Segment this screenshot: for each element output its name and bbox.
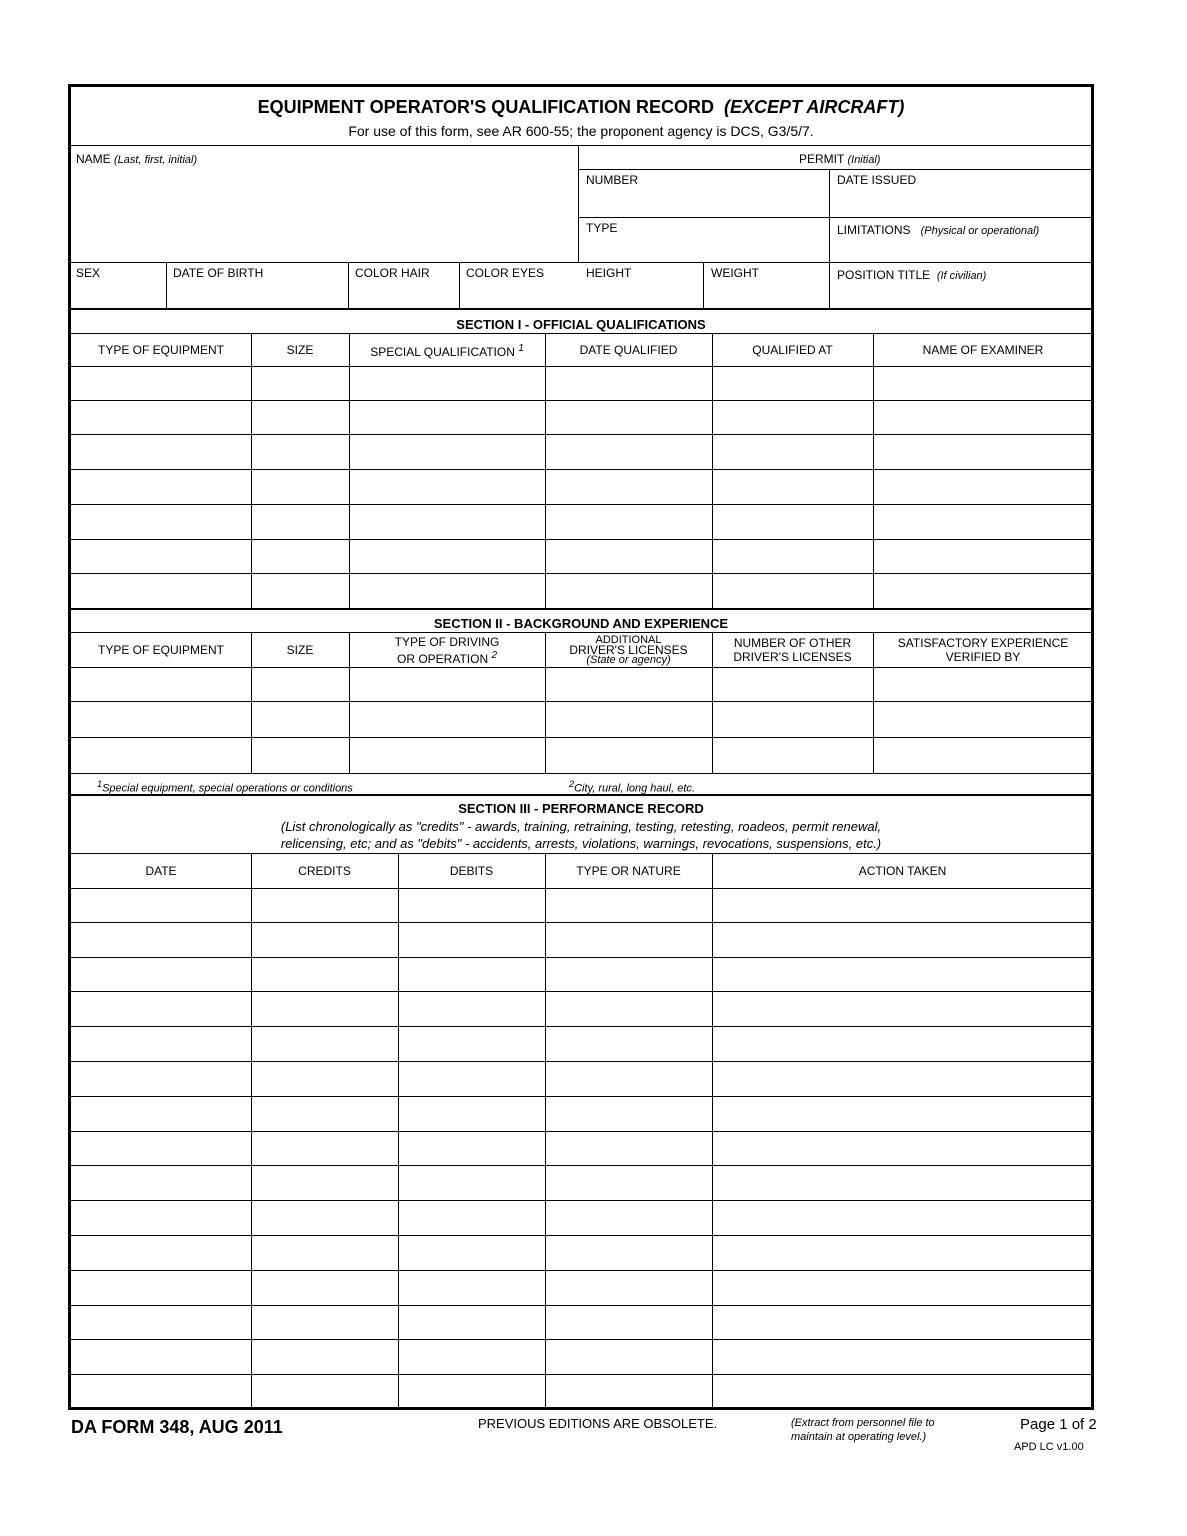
s2-cell[interactable] <box>712 738 873 773</box>
s3-cell[interactable] <box>398 958 545 993</box>
s1-cell[interactable] <box>873 435 1094 470</box>
version-label: APD LC v1.00 <box>1014 1441 1084 1453</box>
s3-cell[interactable] <box>398 1236 545 1271</box>
s3-header-action-taken: ACTION TAKEN <box>858 864 947 878</box>
divider <box>545 334 546 366</box>
page-indicator: Page 1 of 2 <box>1020 1416 1097 1433</box>
limitations-label: LIMITATIONS (Physical or operational) <box>837 223 1040 237</box>
s1-cell[interactable] <box>545 540 712 575</box>
s3-cell[interactable] <box>251 1166 398 1201</box>
s2-cell[interactable] <box>349 667 545 702</box>
divider <box>398 854 399 888</box>
s3-cell[interactable] <box>251 958 398 993</box>
s2-header-satisfactory: SATISFACTORY EXPERIENCE VERIFIED BY <box>897 636 1069 664</box>
weight-field[interactable] <box>704 281 829 308</box>
s3-row <box>71 888 1094 923</box>
s1-cell[interactable] <box>349 435 545 470</box>
divider <box>251 888 252 1410</box>
s3-cell[interactable] <box>545 1027 712 1062</box>
s3-row <box>71 1062 1094 1097</box>
s2-row <box>71 702 1094 737</box>
sex-field[interactable] <box>71 281 166 308</box>
s3-cell[interactable] <box>398 1062 545 1097</box>
s2-cell[interactable] <box>251 702 349 737</box>
divider <box>873 633 874 667</box>
s3-cell[interactable] <box>71 1375 251 1410</box>
position-title-label: POSITION TITLE (If civilian) <box>837 268 987 282</box>
s3-row <box>71 992 1094 1027</box>
s3-row <box>71 1201 1094 1236</box>
name-field[interactable] <box>71 167 578 262</box>
s3-row <box>71 1027 1094 1062</box>
s3-cell[interactable] <box>545 1236 712 1271</box>
s1-cell[interactable] <box>545 435 712 470</box>
form-title-main: EQUIPMENT OPERATOR'S QUALIFICATION RECORD <box>257 97 714 117</box>
s1-cell[interactable] <box>71 540 251 575</box>
divider <box>712 334 713 366</box>
section1-header-row <box>71 334 1091 366</box>
s2-cell[interactable] <box>349 738 545 773</box>
s1-header-examiner: NAME OF EXAMINER <box>922 343 1044 357</box>
s2-cell[interactable] <box>545 702 712 737</box>
footnote-1: $^1$Special equipment, special operations or conditions <box>97 779 353 795</box>
s2-header-size: SIZE <box>286 643 314 657</box>
s1-cell[interactable] <box>712 401 873 436</box>
s3-cell[interactable] <box>712 992 1094 1027</box>
divider <box>873 366 874 609</box>
divider <box>578 169 1091 170</box>
s1-cell[interactable] <box>545 470 712 505</box>
divider <box>349 633 350 667</box>
s3-cell[interactable] <box>712 888 1094 923</box>
section2-title: SECTION II - BACKGROUND AND EXPERIENCE <box>433 616 729 631</box>
s2-cell[interactable] <box>71 738 251 773</box>
s2-cell[interactable] <box>71 702 251 737</box>
dob-field[interactable] <box>167 281 348 308</box>
divider <box>71 794 1091 796</box>
divider <box>873 334 874 366</box>
permit-number-field[interactable] <box>579 187 829 217</box>
s3-cell[interactable] <box>545 1375 712 1410</box>
weight-label: WEIGHT <box>711 266 759 280</box>
s3-cell[interactable] <box>398 1271 545 1306</box>
s1-cell[interactable] <box>251 540 349 575</box>
s1-cell[interactable] <box>712 366 873 401</box>
s2-cell[interactable] <box>873 667 1094 702</box>
s3-cell[interactable] <box>71 888 251 923</box>
s3-cell[interactable] <box>398 1306 545 1341</box>
s2-cell[interactable] <box>71 667 251 702</box>
s3-cell[interactable] <box>398 992 545 1027</box>
s1-cell[interactable] <box>251 401 349 436</box>
s1-cell[interactable] <box>251 470 349 505</box>
form-title <box>71 97 1091 118</box>
s2-header-driving: TYPE OF DRIVING OR OPERATION $^2$ <box>394 634 500 666</box>
divider <box>71 773 1091 774</box>
divider <box>71 608 1091 610</box>
s1-cell[interactable] <box>873 505 1094 540</box>
s1-cell[interactable] <box>251 574 349 609</box>
s2-cell[interactable] <box>712 702 873 737</box>
s1-cell[interactable] <box>545 401 712 436</box>
s3-cell[interactable] <box>712 1375 1094 1410</box>
s3-cell[interactable] <box>398 1166 545 1201</box>
divider <box>545 854 546 888</box>
s1-cell[interactable] <box>712 435 873 470</box>
s3-cell[interactable] <box>545 1166 712 1201</box>
s2-row <box>71 738 1094 773</box>
limitations-field[interactable] <box>830 237 1094 262</box>
s3-row <box>71 1340 1094 1375</box>
section1-title: SECTION I - OFFICIAL QUALIFICATIONS <box>456 317 706 332</box>
name-label: NAME (Last, first, initial) <box>76 152 198 166</box>
s3-cell[interactable] <box>398 923 545 958</box>
s3-cell[interactable] <box>545 958 712 993</box>
divider <box>71 308 1091 310</box>
section2-header-row <box>71 633 1091 667</box>
s3-cell[interactable] <box>712 1271 1094 1306</box>
s3-cell[interactable] <box>545 1132 712 1167</box>
s1-row <box>71 540 1094 575</box>
divider <box>712 854 713 888</box>
section1-table <box>71 366 1094 609</box>
s1-cell[interactable] <box>349 401 545 436</box>
s3-cell[interactable] <box>251 1027 398 1062</box>
s3-cell[interactable] <box>712 1340 1094 1375</box>
s1-header-size: SIZE <box>286 343 314 357</box>
s2-header-number: NUMBER OF OTHER DRIVER'S LICENSES <box>733 636 852 664</box>
s3-cell[interactable] <box>545 1306 712 1341</box>
permit-type-field[interactable] <box>579 235 829 262</box>
s3-cell[interactable] <box>251 1271 398 1306</box>
s1-row <box>71 574 1094 609</box>
s1-cell[interactable] <box>251 366 349 401</box>
s3-cell[interactable] <box>251 888 398 923</box>
s3-cell[interactable] <box>398 1340 545 1375</box>
divider <box>545 667 546 773</box>
s3-cell[interactable] <box>545 1062 712 1097</box>
divider <box>251 854 252 888</box>
s1-row <box>71 435 1094 470</box>
s3-cell[interactable] <box>251 1201 398 1236</box>
sex-label: SEX <box>76 266 101 280</box>
position-title-field[interactable] <box>830 283 1094 308</box>
s3-cell[interactable] <box>712 958 1094 993</box>
s3-cell[interactable] <box>712 1097 1094 1132</box>
s2-cell[interactable] <box>873 738 1094 773</box>
s3-cell[interactable] <box>398 1132 545 1167</box>
s3-cell[interactable] <box>712 1166 1094 1201</box>
s3-cell[interactable] <box>712 1132 1094 1167</box>
s1-cell[interactable] <box>873 366 1094 401</box>
form-title-qualifier: (EXCEPT AIRCRAFT) <box>723 97 905 117</box>
s3-row <box>71 1375 1094 1410</box>
section3-instructions: (List chronologically as "credits" - awards, training, retraining, testing, retesting, roadeos, permit renewal, relicensing, etc; and as "debits" - accidents, arrests, violations, warnings, revocations, suspensions, etc.) <box>280 819 882 851</box>
s3-row <box>71 1097 1094 1132</box>
s1-cell[interactable] <box>873 401 1094 436</box>
s3-row <box>71 1166 1094 1201</box>
s2-cell[interactable] <box>712 667 873 702</box>
divider <box>251 633 252 667</box>
s3-cell[interactable] <box>398 1375 545 1410</box>
s3-row <box>71 958 1094 993</box>
s1-cell[interactable] <box>251 505 349 540</box>
s1-cell[interactable] <box>545 505 712 540</box>
divider <box>545 888 546 1410</box>
s1-cell[interactable] <box>349 540 545 575</box>
s3-cell[interactable] <box>251 1306 398 1341</box>
s3-cell[interactable] <box>712 1062 1094 1097</box>
s3-cell[interactable] <box>398 1027 545 1062</box>
s3-cell[interactable] <box>71 923 251 958</box>
s2-cell[interactable] <box>545 738 712 773</box>
height-label: HEIGHT <box>586 266 632 280</box>
section2-table <box>71 667 1094 773</box>
s2-row <box>71 667 1094 702</box>
s3-cell[interactable] <box>251 992 398 1027</box>
s3-cell[interactable] <box>71 1062 251 1097</box>
s3-cell[interactable] <box>71 1306 251 1341</box>
s3-cell[interactable] <box>251 1236 398 1271</box>
date-issued-field[interactable] <box>830 187 1094 217</box>
divider <box>712 366 713 609</box>
s1-cell[interactable] <box>712 540 873 575</box>
s3-row <box>71 1236 1094 1271</box>
s3-header-type-nature: TYPE OR NATURE <box>576 864 681 878</box>
divider <box>251 334 252 366</box>
s1-header-date-qualified: DATE QUALIFIED <box>579 343 678 357</box>
divider <box>398 888 399 1410</box>
s3-header-credits: CREDITS <box>298 864 351 878</box>
s1-cell[interactable] <box>71 366 251 401</box>
s3-cell[interactable] <box>251 1132 398 1167</box>
divider <box>349 667 350 773</box>
s3-cell[interactable] <box>251 1340 398 1375</box>
s3-header-date: DATE <box>145 864 177 878</box>
s3-cell[interactable] <box>545 923 712 958</box>
s1-header-type: TYPE OF EQUIPMENT <box>97 343 224 357</box>
s3-cell[interactable] <box>251 1062 398 1097</box>
s3-cell[interactable] <box>71 1271 251 1306</box>
s1-cell[interactable] <box>71 574 251 609</box>
s3-cell[interactable] <box>712 1027 1094 1062</box>
color-hair-label: COLOR HAIR <box>355 266 430 280</box>
s1-row <box>71 366 1094 401</box>
s2-cell[interactable] <box>251 667 349 702</box>
s3-cell[interactable] <box>71 1340 251 1375</box>
s3-header-debits: DEBITS <box>449 864 494 878</box>
divider <box>349 334 350 366</box>
divider <box>71 145 1091 146</box>
s3-cell[interactable] <box>71 1201 251 1236</box>
s1-cell[interactable] <box>712 505 873 540</box>
s1-cell[interactable] <box>545 366 712 401</box>
s3-cell[interactable] <box>712 1306 1094 1341</box>
s3-cell[interactable] <box>251 1375 398 1410</box>
s1-cell[interactable] <box>349 366 545 401</box>
height-field[interactable] <box>582 281 703 308</box>
s3-cell[interactable] <box>545 888 712 923</box>
s1-cell[interactable] <box>873 574 1094 609</box>
s2-header-additional: ADDITIONAL DRIVER'S LICENSES (State or agency) <box>569 634 688 666</box>
s2-cell[interactable] <box>545 667 712 702</box>
s3-cell[interactable] <box>71 958 251 993</box>
s3-row <box>71 1132 1094 1167</box>
s1-cell[interactable] <box>349 505 545 540</box>
divider <box>545 366 546 609</box>
divider <box>251 667 252 773</box>
divider <box>712 888 713 1410</box>
extract-note: (Extract from personnel file to maintain at operating level.) <box>791 1417 935 1443</box>
s1-header-qualified-at: QUALIFIED AT <box>752 343 833 357</box>
s3-cell[interactable] <box>398 1201 545 1236</box>
s3-cell[interactable] <box>71 1166 251 1201</box>
permit-type-label: TYPE <box>586 221 618 235</box>
divider <box>712 633 713 667</box>
form-border <box>68 84 1094 1410</box>
s3-cell[interactable] <box>71 992 251 1027</box>
s1-cell[interactable] <box>873 470 1094 505</box>
s3-row <box>71 1306 1094 1341</box>
s3-cell[interactable] <box>251 923 398 958</box>
s1-cell[interactable] <box>873 540 1094 575</box>
divider <box>873 667 874 773</box>
s3-cell[interactable] <box>712 1201 1094 1236</box>
s3-cell[interactable] <box>71 1097 251 1132</box>
section3-title: SECTION III - PERFORMANCE RECORD <box>458 801 704 816</box>
s1-cell[interactable] <box>71 435 251 470</box>
permit-label: PERMIT (Initial) <box>799 152 881 166</box>
s2-cell[interactable] <box>251 738 349 773</box>
s3-cell[interactable] <box>545 992 712 1027</box>
s1-cell[interactable] <box>712 574 873 609</box>
divider <box>712 667 713 773</box>
obsolete-notice: PREVIOUS EDITIONS ARE OBSOLETE. <box>478 1416 718 1431</box>
s3-cell[interactable] <box>712 1236 1094 1271</box>
s1-cell[interactable] <box>71 505 251 540</box>
divider <box>349 366 350 609</box>
s3-cell[interactable] <box>545 1201 712 1236</box>
s1-cell[interactable] <box>349 574 545 609</box>
s3-cell[interactable] <box>398 888 545 923</box>
color-hair-field[interactable] <box>349 281 459 308</box>
color-eyes-field[interactable] <box>460 281 581 308</box>
divider <box>545 633 546 667</box>
s3-cell[interactable] <box>545 1097 712 1132</box>
s1-row <box>71 505 1094 540</box>
form-id: DA FORM 348, AUG 2011 <box>71 1417 283 1437</box>
s1-cell[interactable] <box>71 401 251 436</box>
s3-cell[interactable] <box>71 1132 251 1167</box>
divider <box>251 366 252 609</box>
s3-cell[interactable] <box>545 1271 712 1306</box>
section3-table <box>71 888 1094 1410</box>
s3-cell[interactable] <box>398 1097 545 1132</box>
s1-cell[interactable] <box>251 435 349 470</box>
s1-row <box>71 401 1094 436</box>
divider <box>578 217 1091 218</box>
footnote-2: $^2$City, rural, long haul, etc. <box>569 779 695 795</box>
s3-cell[interactable] <box>71 1027 251 1062</box>
s2-header-type: TYPE OF EQUIPMENT <box>97 643 224 657</box>
s3-cell[interactable] <box>712 923 1094 958</box>
s1-cell[interactable] <box>349 470 545 505</box>
date-issued-label: DATE ISSUED <box>837 173 917 187</box>
s3-cell[interactable] <box>545 1340 712 1375</box>
s2-cell[interactable] <box>349 702 545 737</box>
s1-row <box>71 470 1094 505</box>
permit-number-label: NUMBER <box>586 173 639 187</box>
s2-cell[interactable] <box>873 702 1094 737</box>
s3-cell[interactable] <box>251 1097 398 1132</box>
dob-label: DATE OF BIRTH <box>173 266 264 280</box>
s1-cell[interactable] <box>712 470 873 505</box>
divider <box>71 262 1091 263</box>
color-eyes-label: COLOR EYES <box>466 266 545 280</box>
section3-header-row <box>71 854 1091 888</box>
s3-row <box>71 923 1094 958</box>
s3-row <box>71 1271 1094 1306</box>
s1-header-special: SPECIAL QUALIFICATION $^1$ <box>370 342 524 359</box>
s1-cell[interactable] <box>71 470 251 505</box>
s1-cell[interactable] <box>545 574 712 609</box>
s3-cell[interactable] <box>71 1236 251 1271</box>
form-subtitle: For use of this form, see AR 600-55; the proponent agency is DCS, G3/5/7. <box>348 123 814 139</box>
